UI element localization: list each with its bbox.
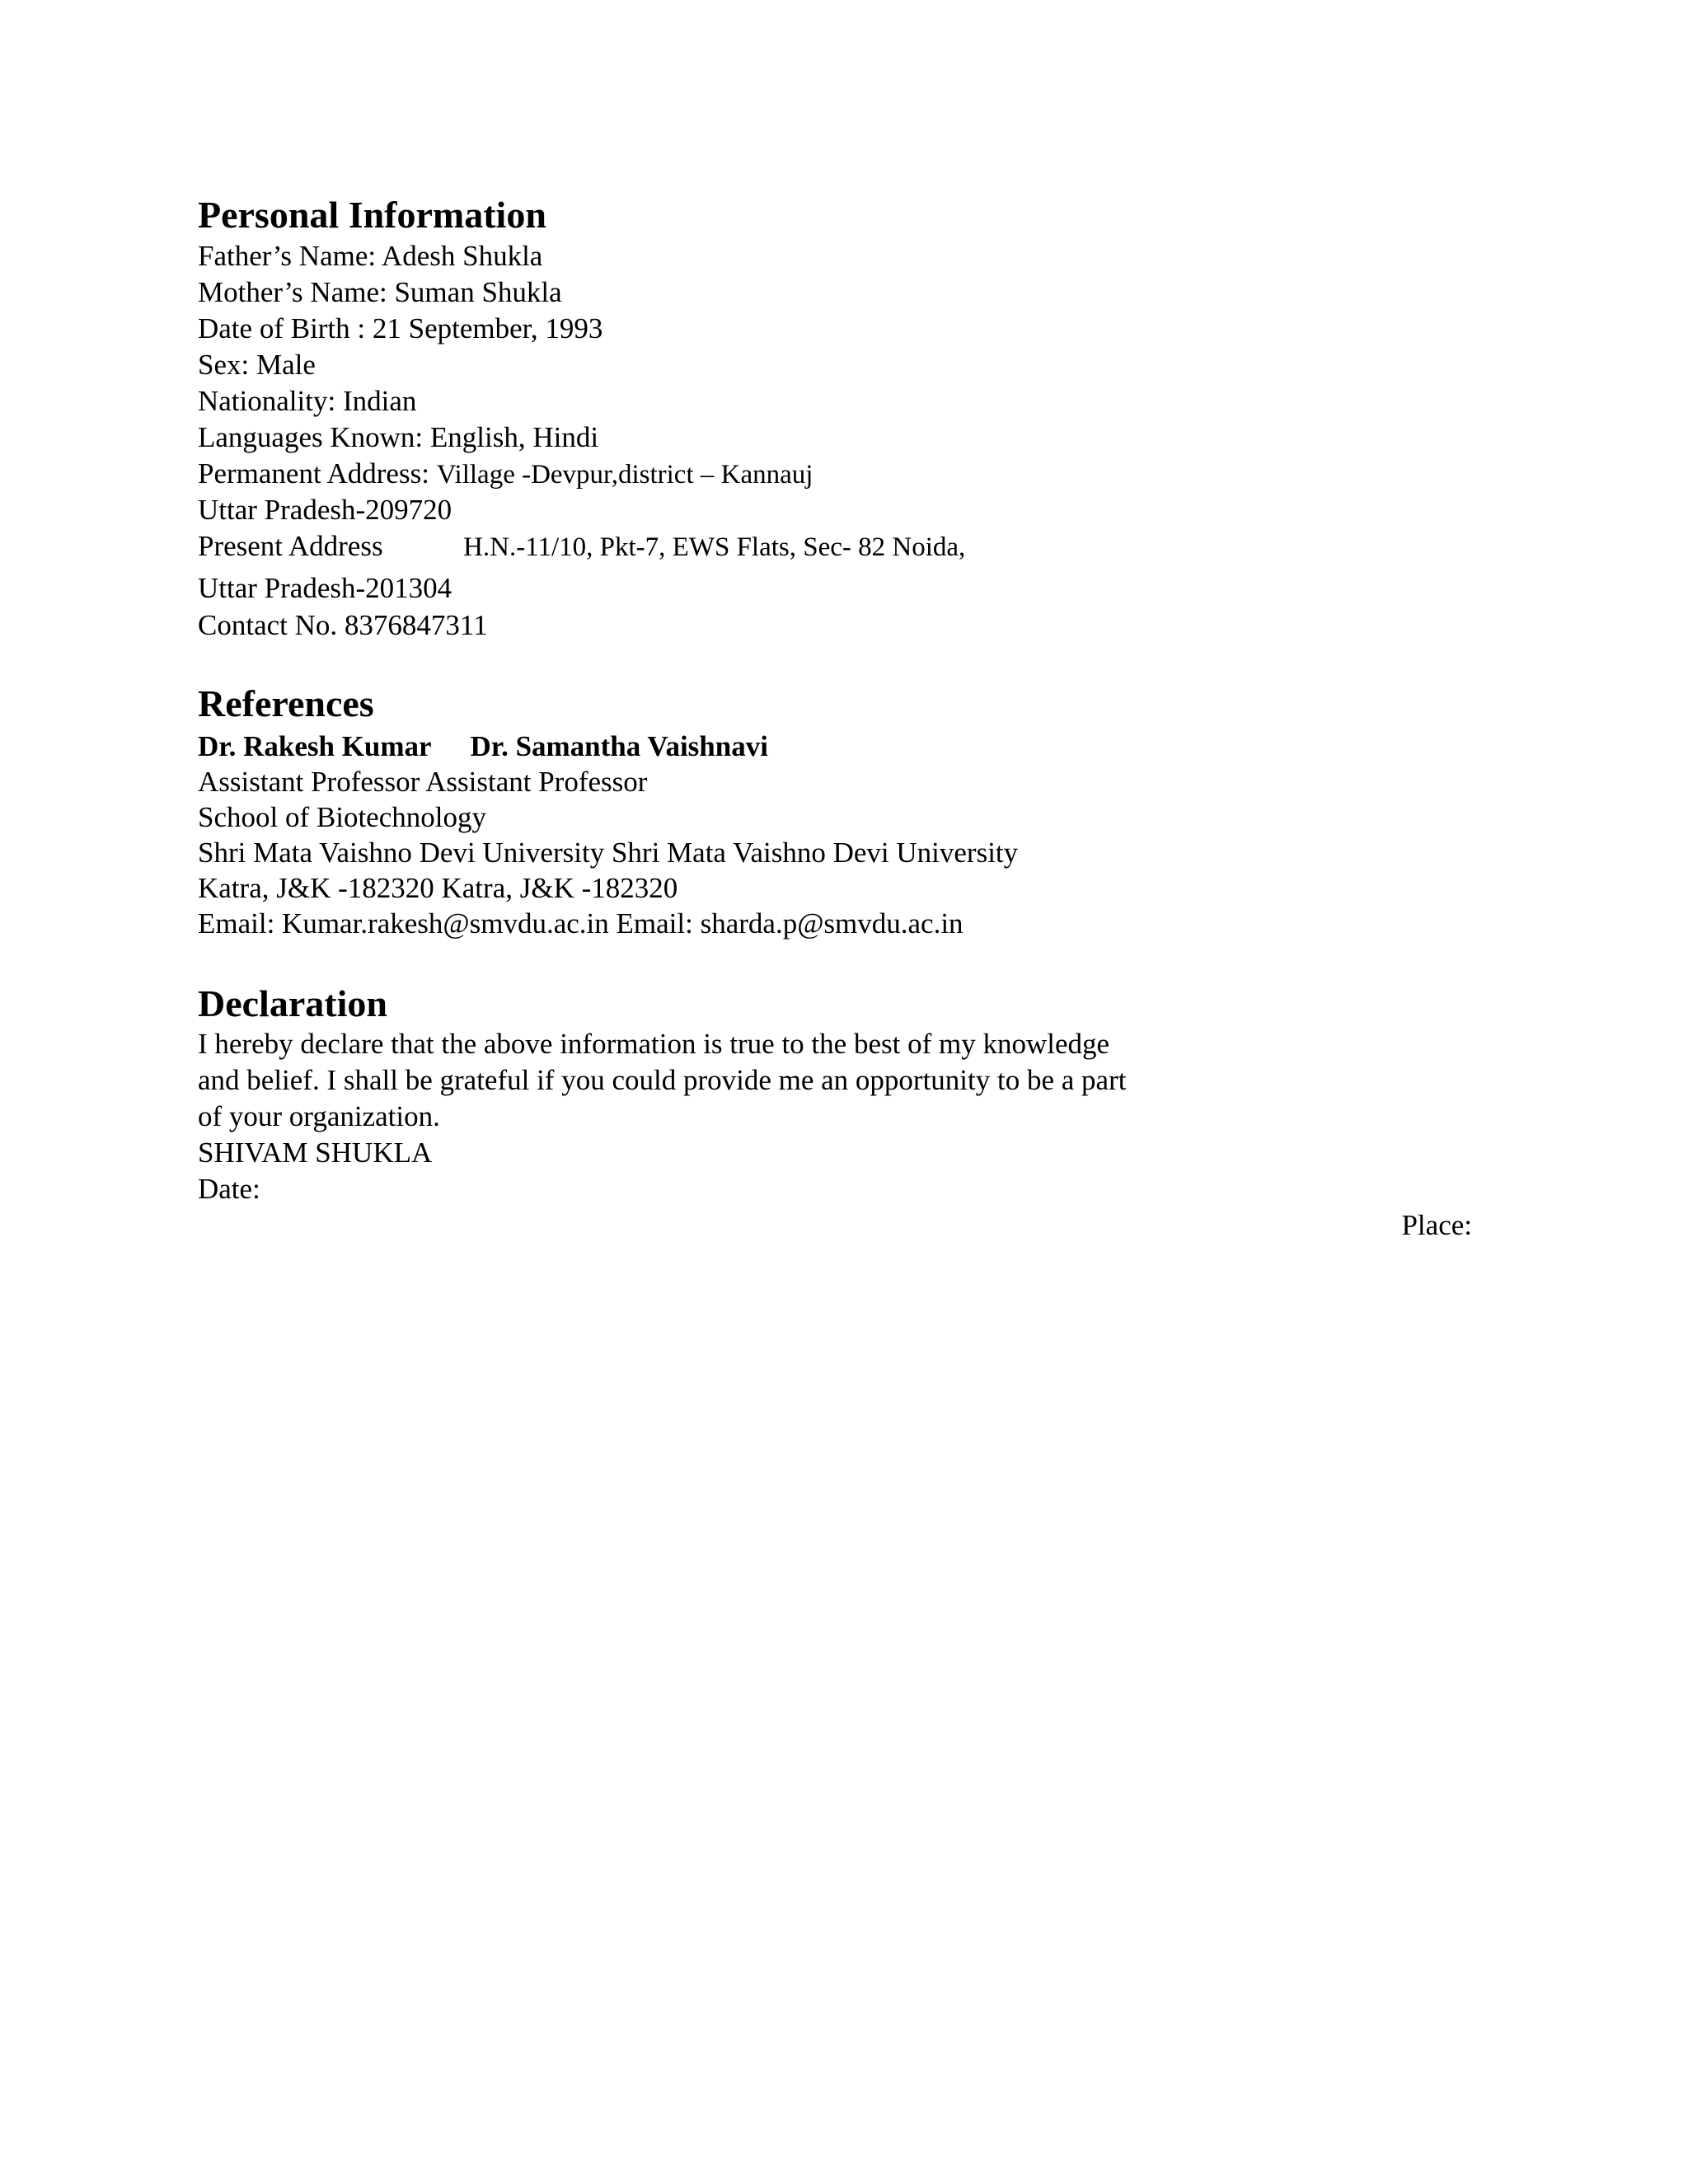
reference-2-name: Dr. Samantha Vaishnavi (470, 730, 768, 762)
reference-names (198, 729, 768, 765)
sex: Sex: Male (198, 349, 316, 381)
reference-school: School of Biotechnology (198, 801, 486, 833)
personal-info-heading: Personal Information (198, 194, 546, 236)
signatory-name: SHIVAM SHUKLA (198, 1137, 433, 1169)
present-address-label: Present Address (198, 530, 383, 562)
declaration-line-1: I hereby declare that the above information is true to the best of my knowledge (198, 1028, 1110, 1060)
declaration-line-2: and belief. I shall be grateful if you could provide me an opportunity to be a part (198, 1064, 1127, 1096)
contact-number: Contact No. 8376847311 (198, 609, 488, 641)
present-address-value: H.N.-11/10, Pkt-7, EWS Flats, Sec- 82 Noida, (463, 532, 966, 562)
reference-1-name: Dr. Rakesh Kumar (198, 730, 431, 762)
declaration-line-3: of your organization. (198, 1100, 440, 1132)
reference-university: Shri Mata Vaishno Devi University Shri Mata Vaishno Devi University (198, 837, 1019, 869)
date-of-birth: Date of Birth : 21 September, 1993 (198, 312, 603, 344)
nationality: Nationality: Indian (198, 385, 417, 417)
reference-location: Katra, J&K -182320 Katra, J&K -182320 (198, 872, 678, 904)
place-label: Place: (1401, 1209, 1472, 1241)
languages-known: Languages Known: English, Hindi (198, 421, 599, 453)
permanent-address-value: Village -Devpur,district – Kannauj (436, 460, 814, 490)
date-label: Date: (198, 1173, 260, 1205)
reference-emails: Email: Kumar.rakesh@smvdu.ac.in Email: sharda.p@smvdu.ac.in (198, 907, 964, 940)
references-heading: References (198, 682, 374, 724)
mothers-name: Mother’s Name: Suman Shukla (198, 276, 562, 308)
fathers-name: Father’s Name: Adesh Shukla (198, 240, 543, 272)
permanent-address (198, 456, 813, 493)
declaration-heading: Declaration (198, 982, 387, 1024)
permanent-address-label: Permanent Address: (198, 457, 429, 490)
present-address (198, 528, 965, 565)
present-address-line2: Uttar Pradesh-201304 (198, 572, 452, 604)
reference-designations: Assistant Professor Assistant Professor (198, 766, 648, 798)
permanent-address-line2: Uttar Pradesh-209720 (198, 494, 452, 526)
